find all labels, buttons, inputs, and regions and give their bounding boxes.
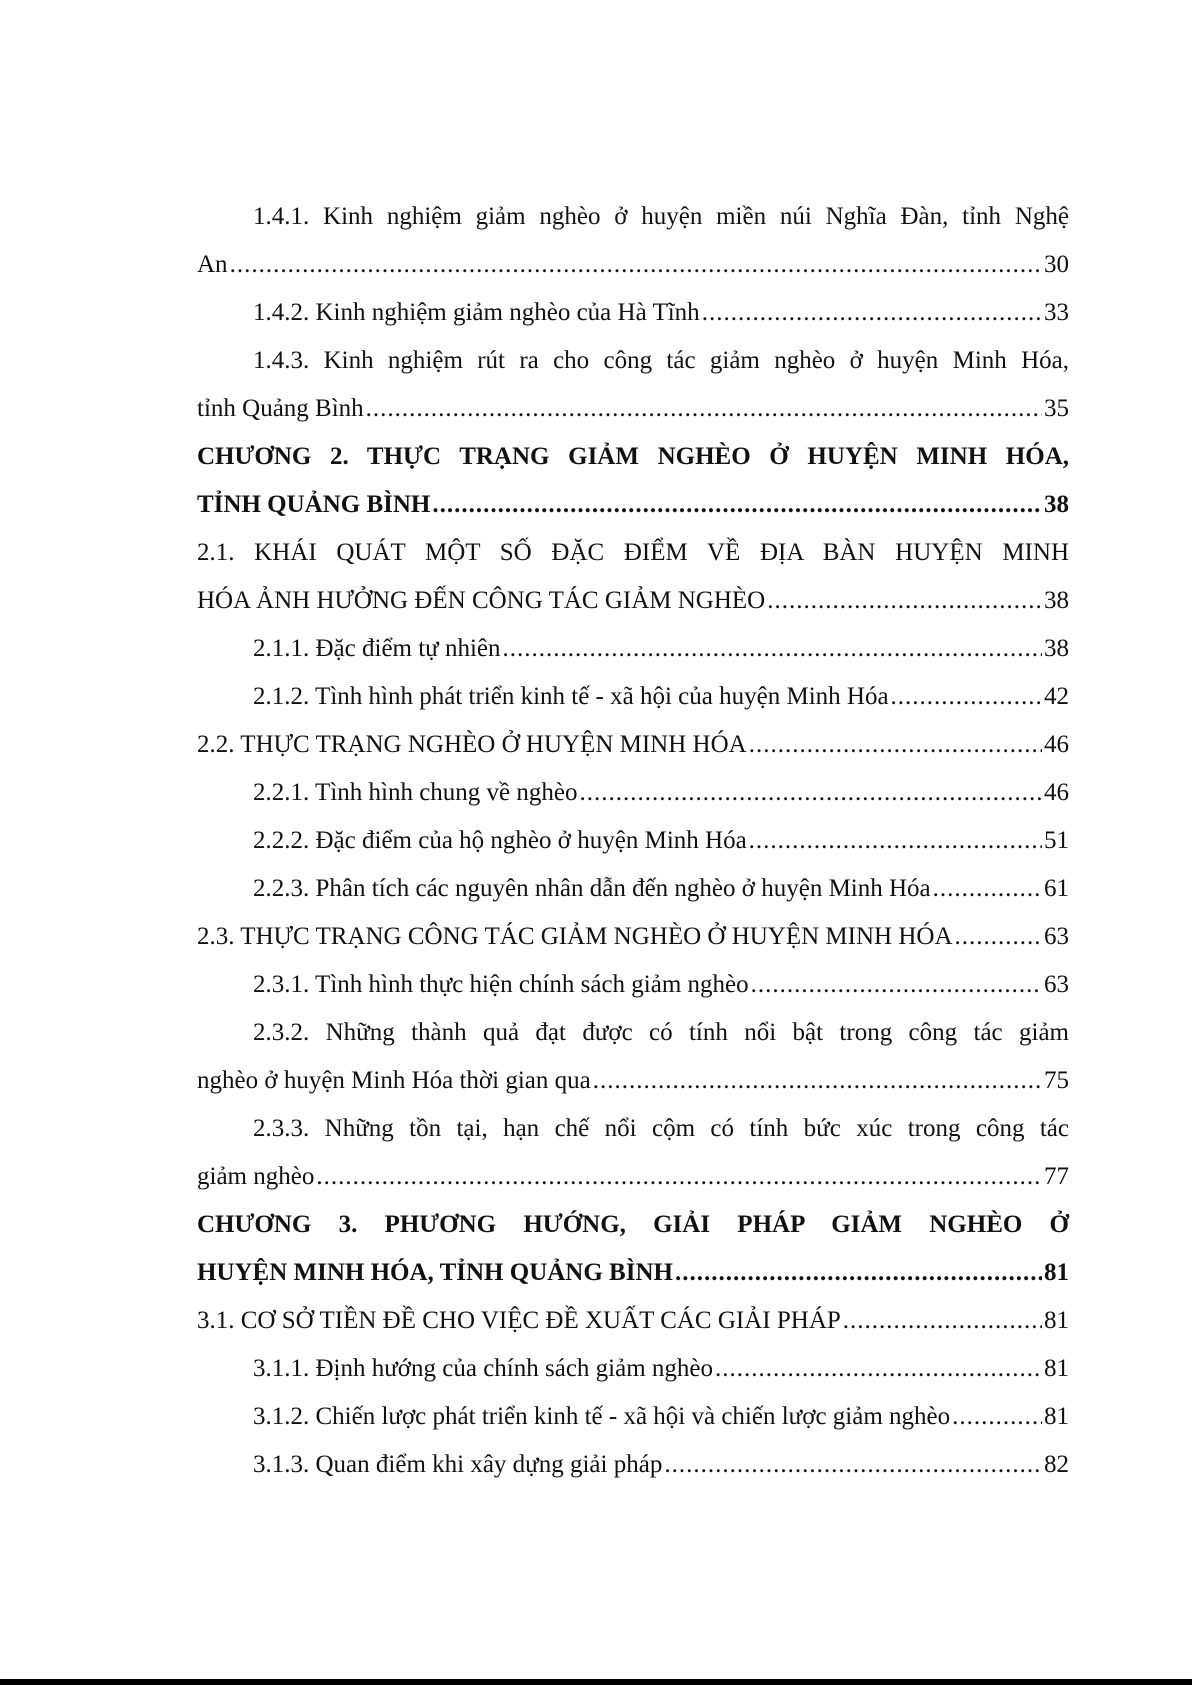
toc-entry-title: 2.1.2. Tình hình phát triển kinh tế - xã hội của huyện Minh Hóa (253, 683, 889, 710)
dot-leader (580, 769, 1043, 817)
toc-entry-title: 2.3. THỰC TRẠNG CÔNG TÁC GIẢM NGHÈO Ở HUYỆN MINH HÓA (197, 923, 953, 950)
toc-entry[interactable] (197, 769, 1069, 817)
toc-page-number: 75 (1044, 1067, 1069, 1094)
dot-leader (432, 481, 1042, 529)
toc-entry-title: 2.1.1. Đặc điểm tự nhiên (253, 635, 501, 662)
toc-page-number: 46 (1044, 779, 1069, 806)
toc-entry[interactable] (197, 337, 1069, 433)
dot-leader (751, 961, 1042, 1009)
toc-entry-title-line: 2.1. KHÁI QUÁT MỘT SỐ ĐẶC ĐIỂM VỀ ĐỊA BÀN HUYỆN MINH (197, 539, 1069, 566)
toc-page-number: 81 (1044, 1259, 1069, 1286)
toc-entry-leader-line (197, 721, 1069, 769)
toc-entry-title-line: 2.3.3. Những tồn tại, hạn chế nổi cộm có tính bức xúc trong công tác (253, 1115, 1069, 1142)
toc-entry-title: 2.2.1. Tình hình chung về nghèo (253, 779, 578, 806)
toc-page-number: 61 (1044, 875, 1069, 902)
dot-leader (715, 1345, 1042, 1393)
toc-entry[interactable] (197, 1009, 1069, 1105)
toc-entry-leader-line (197, 1297, 1069, 1345)
toc-entry[interactable] (197, 961, 1069, 1009)
toc-entry-title: HUYỆN MINH HÓA, TỈNH QUẢNG BÌNH (197, 1259, 673, 1286)
dot-leader (749, 817, 1042, 865)
toc-entry-title-line: 1.4.1. Kinh nghiệm giảm nghèo ở huyện miền núi Nghĩa Đàn, tỉnh Nghệ (253, 203, 1069, 230)
dot-leader (593, 1057, 1042, 1105)
toc-page-number: 63 (1044, 923, 1069, 950)
toc-entry-leader-line (197, 865, 1069, 913)
toc-entry[interactable] (197, 1441, 1069, 1489)
toc-entry[interactable] (197, 865, 1069, 913)
toc-entry-leader-line (197, 385, 1069, 433)
toc-page-number: 81 (1044, 1355, 1069, 1382)
toc-entry[interactable] (197, 1105, 1069, 1201)
toc-page-number: 81 (1044, 1403, 1069, 1430)
toc-entry-leader-line (197, 1249, 1069, 1297)
toc-entry-leader-line (197, 481, 1069, 529)
toc-entry-leader-line (197, 817, 1069, 865)
toc-page-number: 38 (1044, 635, 1069, 662)
toc-entry-title: 3.1.3. Quan điểm khi xây dựng giải pháp (253, 1451, 663, 1478)
dot-leader (702, 289, 1042, 337)
dot-leader (749, 721, 1042, 769)
toc-entry-title-line: 2.3.2. Những thành quả đạt được có tính nổi bật trong công tác giảm (253, 1019, 1069, 1046)
dot-leader (952, 1393, 1042, 1441)
toc-entry[interactable] (197, 913, 1069, 961)
toc-entry-title: 3.1. CƠ SỞ TIỀN ĐỀ CHO VIỆC ĐỀ XUẤT CÁC GIẢI PHÁP (197, 1307, 841, 1334)
toc-entry-leader-line (197, 625, 1069, 673)
toc-entry-title: 1.4.2. Kinh nghiệm giảm nghèo của Hà Tĩnh (253, 299, 700, 326)
dot-leader (843, 1297, 1042, 1345)
toc-page-number: 38 (1044, 491, 1069, 518)
toc-entry-leader-line (197, 769, 1069, 817)
toc-entry-leader-line (197, 1153, 1069, 1201)
toc-entry-title: tỉnh Quảng Bình (197, 395, 364, 422)
toc-page-number: 77 (1044, 1163, 1069, 1190)
dot-leader (933, 865, 1042, 913)
toc-entry-leader-line (197, 577, 1069, 625)
toc-page-number: 38 (1044, 587, 1069, 614)
toc-entry-title: HÓA ẢNH HƯỞNG ĐẾN CÔNG TÁC GIẢM NGHÈO (197, 587, 766, 614)
toc-entry-leader-line (197, 913, 1069, 961)
toc-entry-leader-line (197, 1441, 1069, 1489)
toc-entry-title: 2.2.3. Phân tích các nguyên nhân dẫn đến nghèo ở huyện Minh Hóa (253, 875, 931, 902)
toc-entry-leader-line (197, 1393, 1069, 1441)
dot-leader (316, 1153, 1042, 1201)
dot-leader (230, 241, 1042, 289)
toc-entry[interactable] (197, 1297, 1069, 1345)
dot-leader (767, 577, 1042, 625)
toc-entry[interactable] (197, 673, 1069, 721)
toc-page-number: 42 (1044, 683, 1069, 710)
toc-entry-leader-line (197, 961, 1069, 1009)
toc-entry[interactable] (197, 1393, 1069, 1441)
dot-leader (503, 625, 1042, 673)
dot-leader (366, 385, 1042, 433)
toc-entry-title-line: 1.4.3. Kinh nghiệm rút ra cho công tác giảm nghèo ở huyện Minh Hóa, (253, 347, 1069, 374)
toc-entry-leader-line (197, 1057, 1069, 1105)
toc-entry-title: 3.1.2. Chiến lược phát triển kinh tế - xã hội và chiến lược giảm nghèo (253, 1403, 951, 1430)
toc-entry[interactable] (197, 721, 1069, 769)
toc-entry-title-line: CHƯƠNG 2. THỰC TRẠNG GIẢM NGHÈO Ở HUYỆN MINH HÓA, (197, 443, 1069, 470)
toc-entry[interactable] (197, 817, 1069, 865)
toc-page-number: 46 (1044, 731, 1069, 758)
dot-leader (675, 1249, 1042, 1297)
toc-entry-leader-line (197, 241, 1069, 289)
toc-entry[interactable] (197, 289, 1069, 337)
toc-page-number: 63 (1044, 971, 1069, 998)
toc-page-number: 82 (1044, 1451, 1069, 1478)
toc-entry[interactable] (197, 529, 1069, 625)
toc-entry[interactable] (197, 1345, 1069, 1393)
toc-entry-leader-line (197, 1345, 1069, 1393)
toc-entry[interactable] (197, 193, 1069, 289)
toc-entry-title: TỈNH QUẢNG BÌNH (197, 491, 431, 518)
toc-entry-title: An (197, 251, 228, 278)
toc-entry-title: nghèo ở huyện Minh Hóa thời gian qua (197, 1067, 591, 1094)
toc-entry-leader-line (197, 673, 1069, 721)
toc-entry-title-line: CHƯƠNG 3. PHƯƠNG HƯỚNG, GIẢI PHÁP GIẢM NGHÈO Ở (197, 1211, 1069, 1238)
toc-entry-title: 3.1.1. Định hướng của chính sách giảm nghèo (253, 1355, 714, 1382)
toc-entry-title: 2.2.2. Đặc điểm của hộ nghèo ở huyện Minh Hóa (253, 827, 747, 854)
toc-entry[interactable] (197, 1201, 1069, 1297)
toc-page-number: 51 (1044, 827, 1069, 854)
toc-page-number: 30 (1044, 251, 1069, 278)
toc-entry[interactable] (197, 625, 1069, 673)
toc-page-number: 35 (1044, 395, 1069, 422)
toc-page-number: 33 (1044, 299, 1069, 326)
page-bottom-rule (0, 1679, 1192, 1685)
toc-entry-title: giảm nghèo (197, 1163, 315, 1190)
toc-page-number: 81 (1044, 1307, 1069, 1334)
dot-leader (664, 1441, 1042, 1489)
toc-entry-leader-line (197, 289, 1069, 337)
toc-entry-title: 2.3.1. Tình hình thực hiện chính sách giảm nghèo (253, 971, 749, 998)
toc-entry-title: 2.2. THỰC TRẠNG NGHÈO Ở HUYỆN MINH HÓA (197, 731, 747, 758)
dot-leader (891, 673, 1042, 721)
dot-leader (955, 913, 1042, 961)
table-of-contents (197, 193, 1069, 1489)
toc-entry[interactable] (197, 433, 1069, 529)
